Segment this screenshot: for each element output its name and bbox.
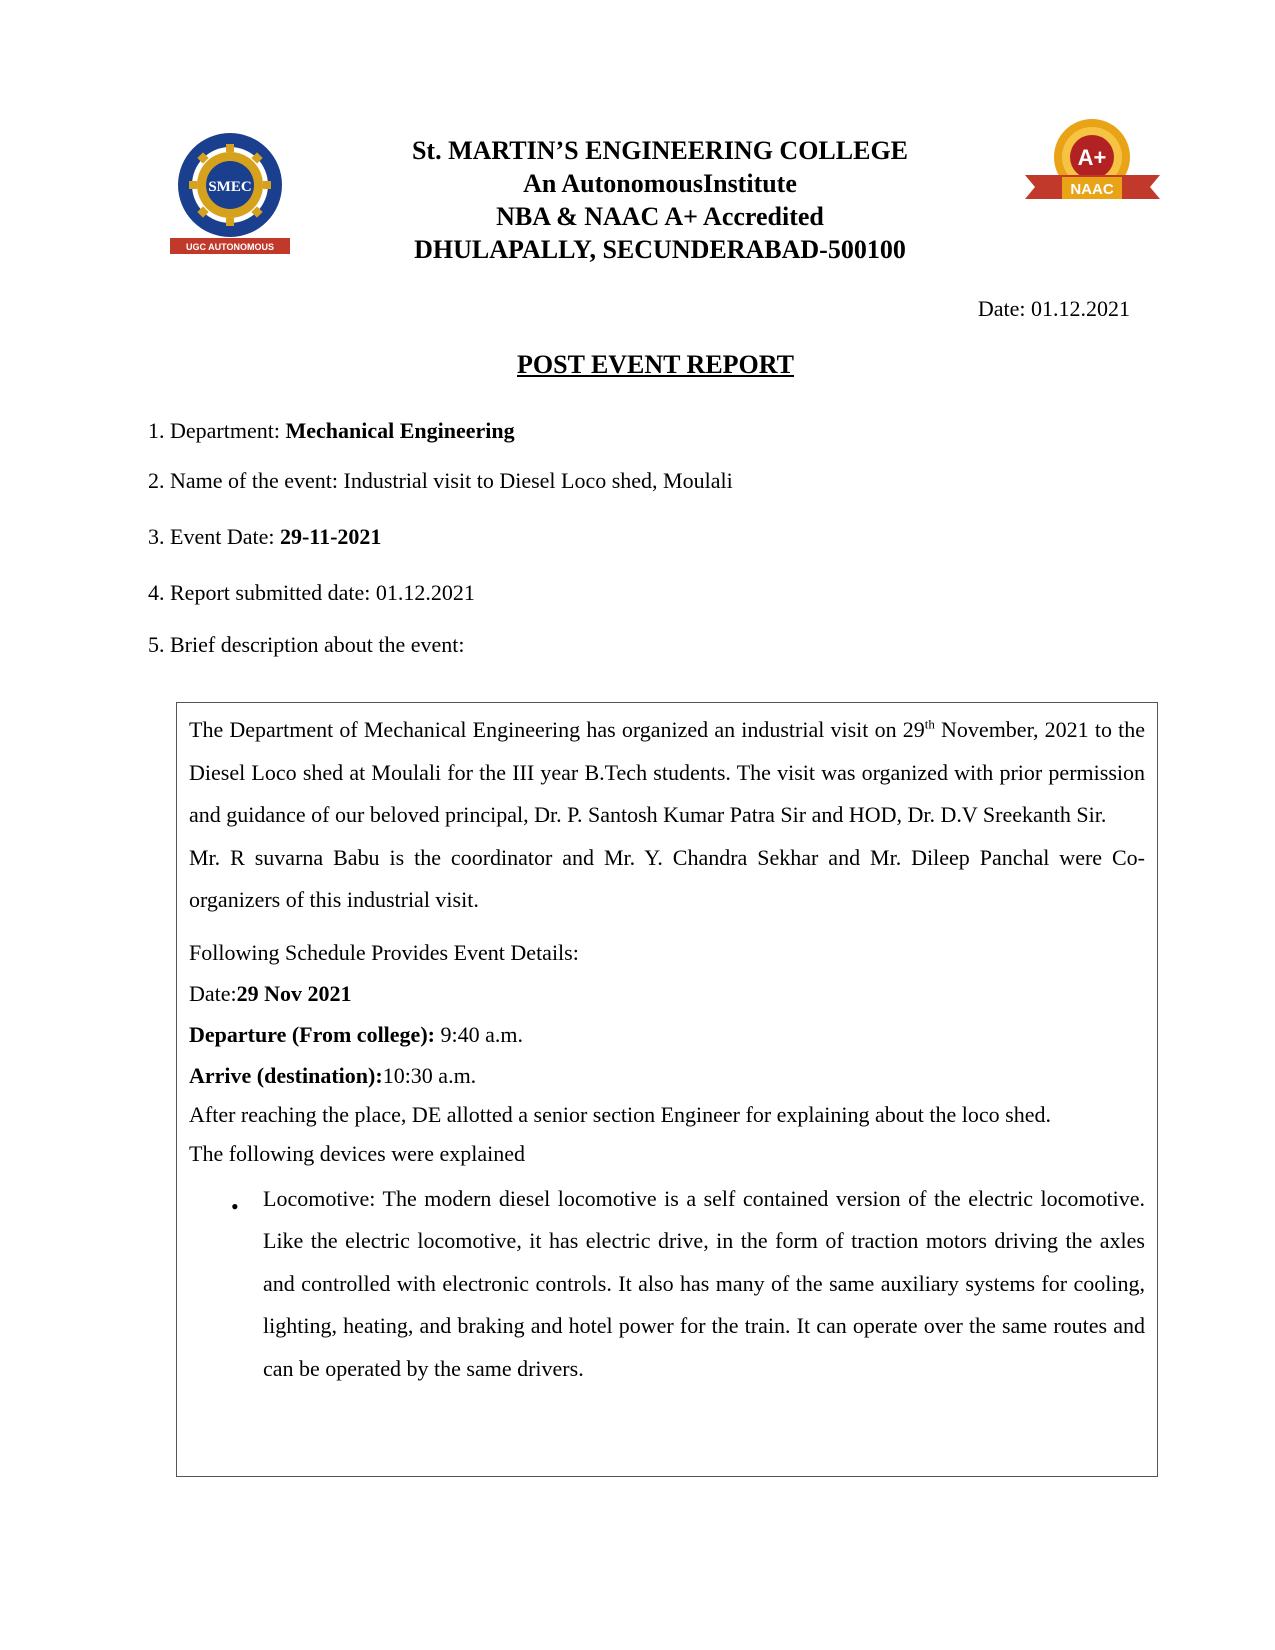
schedule-departure: Departure (From college): 9:40 a.m.: [189, 1021, 523, 1047]
bullet-locomotive: Locomotive: The modern diesel locomotive is a self contained version of the electric locomotive. Like the electric locomotive, it has electric drive, in the form of traction motors driving the axles and controlled with electronic controls. It also has many of the same auxiliary systems for cooling, lighting, heating, and braking and hotel power for the train. It can operate over the same routes and can be operated by the same drivers.: [263, 1185, 1145, 1381]
bullet-icon: •: [231, 1193, 239, 1219]
item-event-date: 3. Event Date: 29-11-2021: [148, 524, 382, 549]
description-box: [176, 702, 1158, 1477]
event-date-value: 29-11-2021: [279, 524, 382, 549]
college-logo: [170, 130, 290, 260]
description-paragraph-2: Mr. R suvarna Babu is the coordinator and Mr. Y. Chandra Sekhar and Mr. Dileep Panchal were Co-organizers of this industrial visit.: [189, 844, 1145, 912]
item-brief-description: 5. Brief description about the event:: [148, 632, 465, 657]
item-department: 1. Department: Mechanical Engineering: [148, 418, 515, 443]
logo-ribbon-text: UGC AUTONOMOUS: [185, 242, 275, 252]
college-name: St. MARTIN’S ENGINEERING COLLEGE: [411, 136, 909, 165]
list-item: [189, 1178, 1145, 1391]
schedule-intro: Following Schedule Provides Event Details:: [189, 939, 579, 965]
page-title: POST EVENT REPORT: [517, 350, 794, 379]
schedule-date: Date:29 Nov 2021: [189, 980, 352, 1006]
schedule-arrival: Arrive (destination):10:30 a.m.: [189, 1062, 477, 1088]
college-subtitle: An AutonomousInstitute: [523, 169, 797, 198]
naac-ribbon-text: NAAC: [1070, 181, 1114, 198]
naac-badge: [1020, 115, 1165, 215]
accreditation: NBA & NAAC A+ Accredited: [496, 202, 824, 231]
department-value: Mechanical Engineering: [285, 418, 515, 443]
college-header: [330, 134, 990, 266]
devices-intro: The following devices were explained: [189, 1140, 525, 1166]
after-reaching-text: After reaching the place, DE allotted a senior section Engineer for explaining about the loco shed.: [189, 1101, 1051, 1127]
college-address: DHULAPALLY, SECUNDERABAD-500100: [414, 235, 906, 264]
item-report-submitted: 4. Report submitted date: 01.12.2021: [148, 580, 475, 605]
logo-monogram: SMEC: [208, 179, 252, 195]
report-date: Date: 01.12.2021: [977, 296, 1130, 321]
item-event-name: 2. Name of the event: Industrial visit to Diesel Loco shed, Moulali: [148, 468, 733, 493]
description-paragraph-1: The Department of Mechanical Engineering has organized an industrial visit on 29th November, 2021 to the Diesel Loco shed at Moulali for the III year B.Tech students. The visit was organized with prior permission and guidance of our beloved principal, Dr. P. Santosh Kumar Patra Sir and HOD, Dr. D.V Sreekanth Sir.: [189, 716, 1145, 827]
naac-grade: A+: [1077, 145, 1107, 170]
